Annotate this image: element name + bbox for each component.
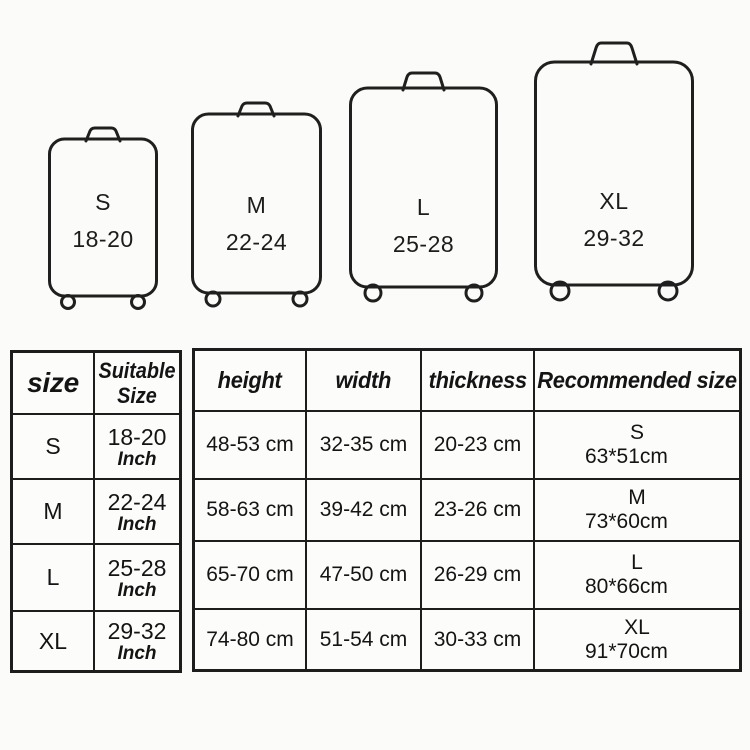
suitable-size-cell: 29-32 Inch [107,618,167,664]
recommended-size-cell: L 80*66cm [535,542,739,610]
height-cell: 48-53 cm [195,412,307,480]
suitcase-figure-s [47,126,159,312]
width-cell: 47-50 cm [307,542,422,610]
size-cell: XL [13,612,95,670]
width-cell: 39-42 cm [307,480,422,542]
suitcase-size-label: L [416,194,431,220]
suitcase-size-label: M [246,192,267,218]
thickness-cell: 26-29 cm [422,542,535,610]
recommended-size-cell: M 73*60cm [535,480,739,542]
dim-table-header-thickness: thickness [422,351,535,412]
dim-table-header-width: width [307,351,422,412]
suitcase-size-label: XL [599,188,629,214]
suitable-size-cell: 22-24 Inch [95,480,179,545]
suitcase-figure-xl [533,41,695,302]
thickness-cell: 30-33 cm [422,610,535,669]
suitcase-range-label: 22-24 [225,229,288,255]
size-cell: L [13,545,95,612]
suitcase-figure-m [190,101,323,309]
suitcase-range-label: 25-28 [392,231,455,257]
width-cell: 32-35 cm [307,412,422,480]
dim-table-header-recommended-size: Recommended size [535,351,739,412]
recommended-size-cell: XL 91*70cm [585,615,668,663]
height-cell: 65-70 cm [195,542,307,610]
suitcase-range-label: 18-20 [72,226,134,252]
height-cell: 74-80 cm [195,610,307,669]
thickness-cell: 20-23 cm [422,412,535,480]
suitable-size-cell: 25-28 Inch [95,545,179,612]
recommended-size-cell: S 63*51cm [535,412,739,480]
width-cell: 51-54 cm [307,610,422,669]
size-table [10,350,182,673]
suitable-size-cell: 18-20 Inch [95,415,179,480]
thickness-cell: 23-26 cm [422,480,535,542]
suitcase-range-label: 29-32 [583,225,645,251]
height-cell: 58-63 cm [195,480,307,542]
dim-table-header-height: height [195,351,307,412]
suitcase-figure-l [348,71,499,303]
size-cell: M [13,480,95,545]
size-cell: S [13,415,95,480]
suitcase-size-label: S [95,189,111,215]
size-table-header-size: size [13,353,95,415]
suitcase-outline-icon [348,71,499,303]
suitcase-outline-icon [533,41,695,302]
dimension-table [192,348,742,672]
size-table-header-suitable-size: Suitable Size [95,353,179,415]
